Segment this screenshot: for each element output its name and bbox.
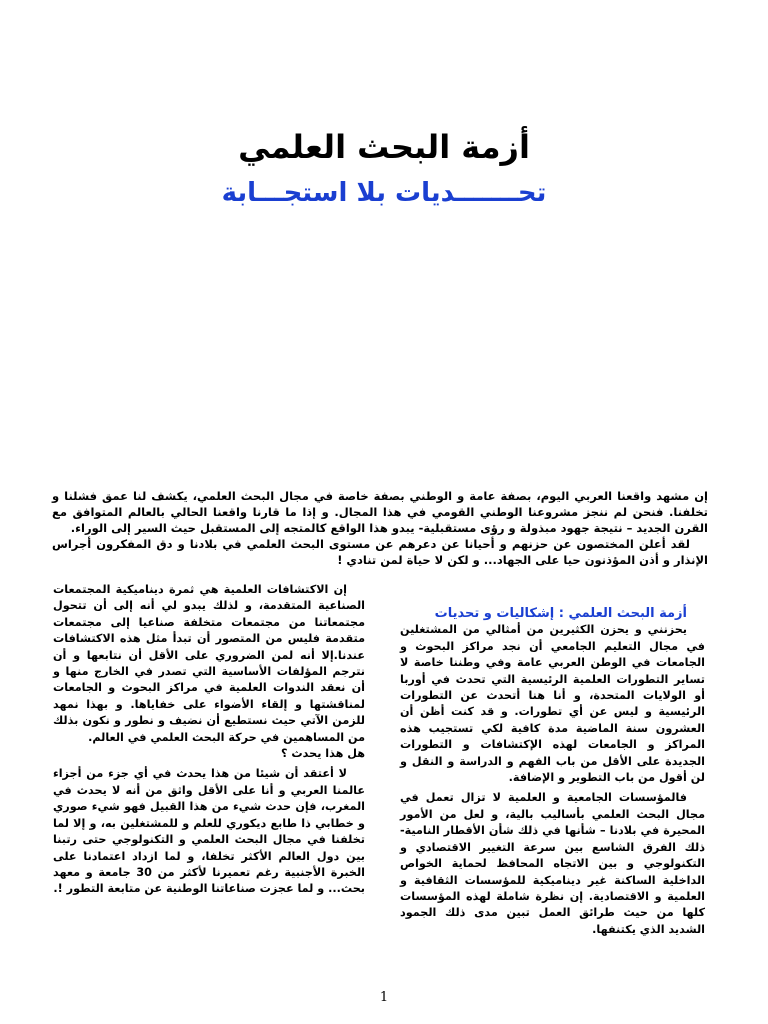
right-paragraph-1: يحزنني و يحزن الكثيرين من أمثالي من المشتغلين في مجال التعليم الجامعي أن نجد مراكز البحوث و الجامعات في الوطن العربي عامة وفي وطننا خاصة لا تساير التطورات العلمية الرئيسية التي تحدث في أوربا أو الولايات المتحدة، و أنا هنا أتحدث عن التطورات الرئيسية و ليس عن أي تطورات. و قد كنت أظن أن العشرون سنة الماضية مدة كافية لكي تستجيب هذه المراكز و الجامعات لهذه الإكتشافات و التطورات الجديدة على الأقل من باب الفهم و الدراسة و النقل و لن أقول من باب التطوير و الإضافة.	[400, 623, 705, 785]
left-question: هل هذا يحدث ؟	[281, 747, 365, 761]
intro-paragraph-2: لقد أعلن المختصون عن حزنهم و أحيانا عن دعرهم عن مستوى البحث العلمي في بلادنا و دق المفكرون أجراس الإنذار و أذن المؤذنون حيا على الجهاد... و لكن لا حياة لمن تنادي !	[52, 537, 708, 567]
left-column	[53, 582, 365, 898]
left-paragraph-1: إن الاكتشافات العلمية هي ثمرة ديناميكية المجتمعات الصناعية المتقدمة، و لذلك يبدو لي أنه إلى أن تتحول مجتمعاتنا من مجتمعات متخلفة صناعيا إلى مجتمعات متقدمة فليس من المتصور أن تبدأ مثل هذه الاكتشافات عندنا.إلا أنه لمن الضروري على الأقل أن نتابعها و أن نترجم المؤلفات الأساسية التي تصدر في الخارج منها و أن نعقد الندوات العلمية في مراكز البحوث و الجامعات لمناقشتها و إلقاء الأضواء على خفاياها. و بهذا نمهد للزمن الآتي حيث نستطيع أن نضيف و نطور و نكون بذلك من المساهمين في حركة البحث العلمي في العالم.	[53, 583, 365, 744]
section-heading: أزمة البحث العلمي : إشكاليات و تحديات	[434, 606, 687, 621]
left-paragraph-2: لا أعتقد أن شيئا من هذا يحدث في أي جزء من أجزاء عالمنا العربي و أنا على الأقل واثق من أنه لا يحدث في المغرب، فإن حدث شيء من هذا القبيل فهو شيء صوري و خطابي ذا طابع ديكوري للعلم و للمشتغلين به، و إلا لما تخلفنا في مجال البحث العلمي و التكنولوجي حتى رتبنا بين دول العالم الأكثر تخلفا، و لما ازداد اعتمادنا على الخبرة الأجنبية رغم تعميرنا لأكثر من 30 جامعة و معهد بحث... و لما عجزت صناعاتنا الوطنية عن متابعة التطور !.	[53, 767, 365, 896]
right-column	[400, 606, 705, 938]
right-paragraph-2: فالمؤسسات الجامعية و العلمية لا تزال تعمل في مجال البحث العلمي بأساليب بالية، و لعل من الأمور المحيرة في بلادنا – شأنها في ذلك شأن الأقطار النامية- ذلك الفرق الشاسع بين سرعة التغيير الاقتصادي و التكنولوجي و بين الاتجاه المحافظ لحماية الخواص الداخلية الساكنة غير ديناميكية للمؤسسات الثقافية و العلمية و الاقتصادية. إن نظرة شاملة لهذه المؤسسات كلها من حيث طرائق العمل تبين مدى ذلك الجمود الشديد الذي يكتنفها.	[400, 791, 705, 936]
intro-section	[52, 488, 708, 568]
page-subtitle: تحـــــــديات بلا استجـــابة	[221, 178, 547, 208]
intro-paragraph-1: إن مشهد واقعنا العربي اليوم، بصفة عامة و الوطني بصفة خاصة في مجال البحث العلمي، يكشف لنا عمق فشلنا و تخلفنا. فنحن لم ننجز مشروعنا الوطني القومي في هذا المجال. و إذا ما قارنا واقعنا الحالي بالعالم المتوافق مع القرن الجديد – نتيجة جهود مبذولة و رؤى مستقبلية- يبدو هذا الواقع كالمتجه إلى المستقبل حيث السير إلى الوراء.	[52, 489, 708, 535]
page-title: أزمة البحث العلمي	[238, 128, 530, 166]
page-number: 1	[379, 990, 389, 1005]
